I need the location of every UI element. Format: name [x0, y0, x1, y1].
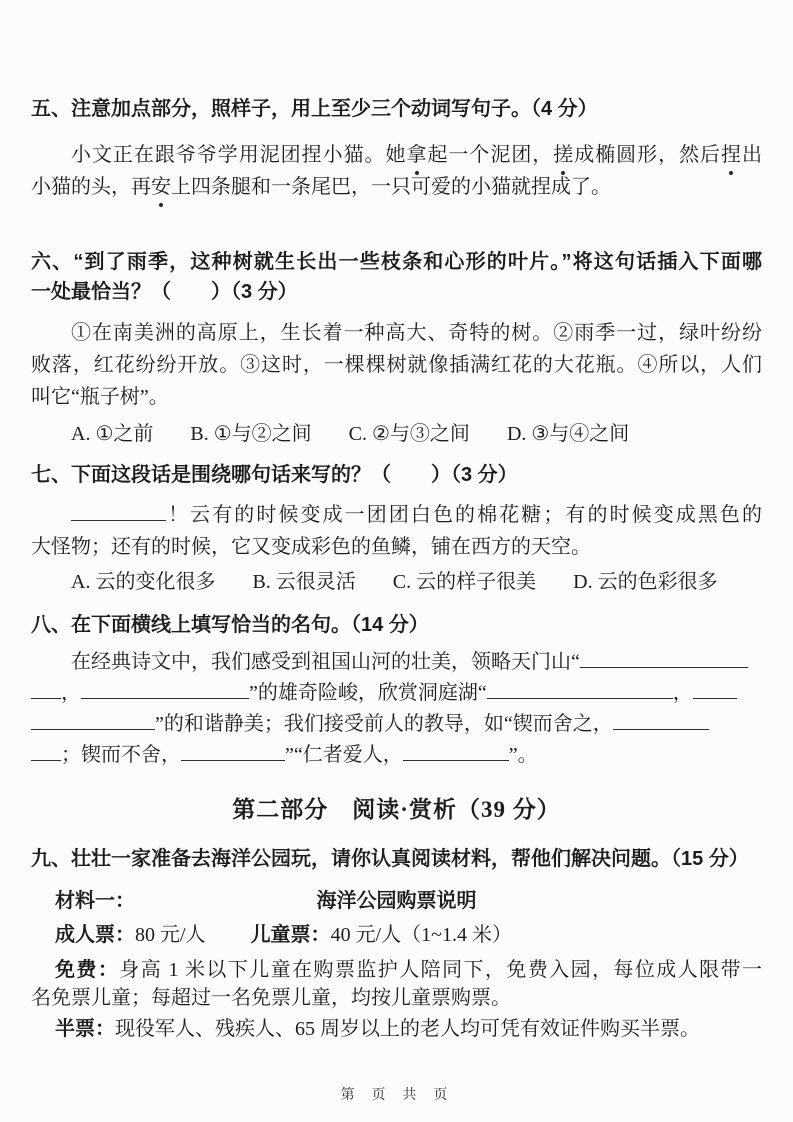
option-a: A. ①之前 [71, 423, 154, 445]
section-6-title-line-2: 一处最恰当？（ ）（3 分） [31, 281, 298, 303]
text-segment: 身高 1 米以下儿童在购票监护人陪同下，免费入园，每位成人限带一 [119, 959, 763, 981]
adult-ticket-label: 成人票： [55, 924, 135, 946]
answer-blank [81, 678, 249, 699]
adult-ticket-price: 80 元/人 [135, 924, 206, 946]
text-segment: ；锲而不舍， [61, 744, 181, 766]
fill-line-3 [31, 709, 762, 740]
passage-line: 叫它“瓶子树”。 [31, 386, 169, 408]
answer-blank [31, 678, 61, 699]
passage-line: ①在南美洲的高原上，生长着一种高大、奇特的树。②雨季一过，绿叶纷纷 [71, 322, 762, 344]
section-5-title: 五、注意加点部分，照样子，用上至少三个动词写句子。（4 分） [31, 98, 598, 120]
text-segment: ”的雄奇险峻，欣赏洞庭湖“ [249, 682, 487, 704]
fill-line-2 [31, 678, 762, 709]
text-segment: ！云有的时候变成一团团白色的棉花糖；有的时候变成黑色的 [166, 504, 762, 526]
answer-blank [181, 740, 285, 761]
answer-blank [613, 709, 709, 730]
text-segment: 成椭圆形，然后 [573, 144, 722, 166]
dotted-verb-na: 拿 [407, 139, 427, 171]
section-6-title [31, 247, 762, 307]
option-c: C. ②与③之间 [348, 423, 470, 445]
dotted-verb-an: 安 [151, 171, 171, 203]
free-policy-line-2: 名免票儿童；每超过一名免票儿童，均按儿童票购票。 [31, 987, 511, 1009]
answer-blank [403, 740, 509, 761]
answer-blank [580, 647, 748, 668]
section-9-title: 九、壮壮一家准备去海洋公园玩，请你认真阅读材料，帮他们解决问题。（15 分） [31, 848, 749, 870]
free-policy-line-1 [31, 956, 762, 984]
answer-blank [693, 678, 737, 699]
passage-line [31, 499, 762, 531]
option-d: D. 云的色彩很多 [573, 571, 718, 593]
option-a: A. 云的变化很多 [71, 571, 216, 593]
section-8-title: 八、在下面横线上填写恰当的名句。（14 分） [31, 614, 429, 636]
section-5-sentence [31, 139, 762, 203]
answer-blank [31, 740, 61, 761]
free-policy [31, 956, 762, 1012]
free-label: 免费： [55, 959, 120, 981]
section-8-fill-in [31, 647, 762, 771]
answer-blank [487, 678, 673, 699]
answer-blank [71, 500, 166, 521]
material-1-label: 材料一： [55, 890, 135, 912]
text-segment: ， [61, 682, 81, 704]
material-1-title: 海洋公园购票说明 [316, 890, 477, 912]
dotted-verb-cuo: 搓 [553, 139, 573, 171]
option-c: C. 云的样子很美 [392, 571, 537, 593]
passage-line: 败落，红花纷纷开放。③这时，一棵棵树就像插满红花的大花瓶。④所以，人们 [31, 354, 762, 376]
answer-blank [31, 709, 155, 730]
half-price-policy [31, 1015, 762, 1043]
option-b: B. 云很灵活 [252, 571, 356, 593]
section-7-passage [31, 499, 762, 563]
child-ticket-price: 40 元/人（1~1.4 米） [330, 924, 512, 946]
text-segment: 在经典诗文中，我们感受到祖国山河的壮美，领略天门山“ [71, 651, 580, 673]
section-7-title: 七、下面这段话是围绕哪句话来写的？（ ）（3 分） [31, 464, 518, 486]
passage-line: 大怪物；还有的时候，它又变成彩色的鱼鳞，铺在西方的天空。 [31, 536, 591, 558]
material-1-header [31, 887, 762, 915]
dotted-verb-nie: 捏 [721, 139, 741, 171]
option-b: B. ①与②之间 [190, 423, 312, 445]
page-footer: 第 页 共 页 [340, 1086, 453, 1102]
sentence-line-1 [31, 139, 762, 171]
half-price-label: 半票： [55, 1018, 115, 1040]
section-6-options [31, 421, 762, 447]
section-6-passage [31, 317, 762, 413]
text-segment: 上四条腿和一条尾巴，一只可爱的小猫就捏成了。 [171, 176, 611, 198]
ticket-price-line [31, 921, 762, 949]
text-segment: ”“仁者爱人， [285, 744, 403, 766]
text-segment: 小文正在跟爷爷学用泥团捏小猫。她 [71, 144, 407, 166]
fill-line-1 [31, 647, 762, 678]
sentence-line-2 [31, 171, 762, 203]
fill-line-4 [31, 740, 762, 771]
option-d: D. ③与④之间 [506, 423, 630, 445]
text-segment: ”。 [508, 744, 538, 766]
section-7-options [31, 569, 762, 595]
text-segment: ”的和谐静美；我们接受前人的教导，如“锲而舍之， [155, 713, 613, 735]
section-6-title-line-1: 六、“到了雨季，这种树就生长出一些枝条和心形的叶片。”将这句话插入下面哪 [31, 251, 762, 273]
part-2-heading: 第二部分 阅读·赏析（39 分） [232, 797, 561, 822]
text-segment: 现役军人、残疾人、65 周岁以上的老人均可凭有效证件购买半票。 [115, 1018, 700, 1040]
text-segment: 起一个泥团， [426, 144, 554, 166]
text-segment: 小猫的头，再 [31, 176, 151, 198]
text-segment: 出 [741, 144, 762, 166]
child-ticket-label: 儿童票： [250, 924, 331, 946]
text-segment: ， [672, 682, 693, 704]
